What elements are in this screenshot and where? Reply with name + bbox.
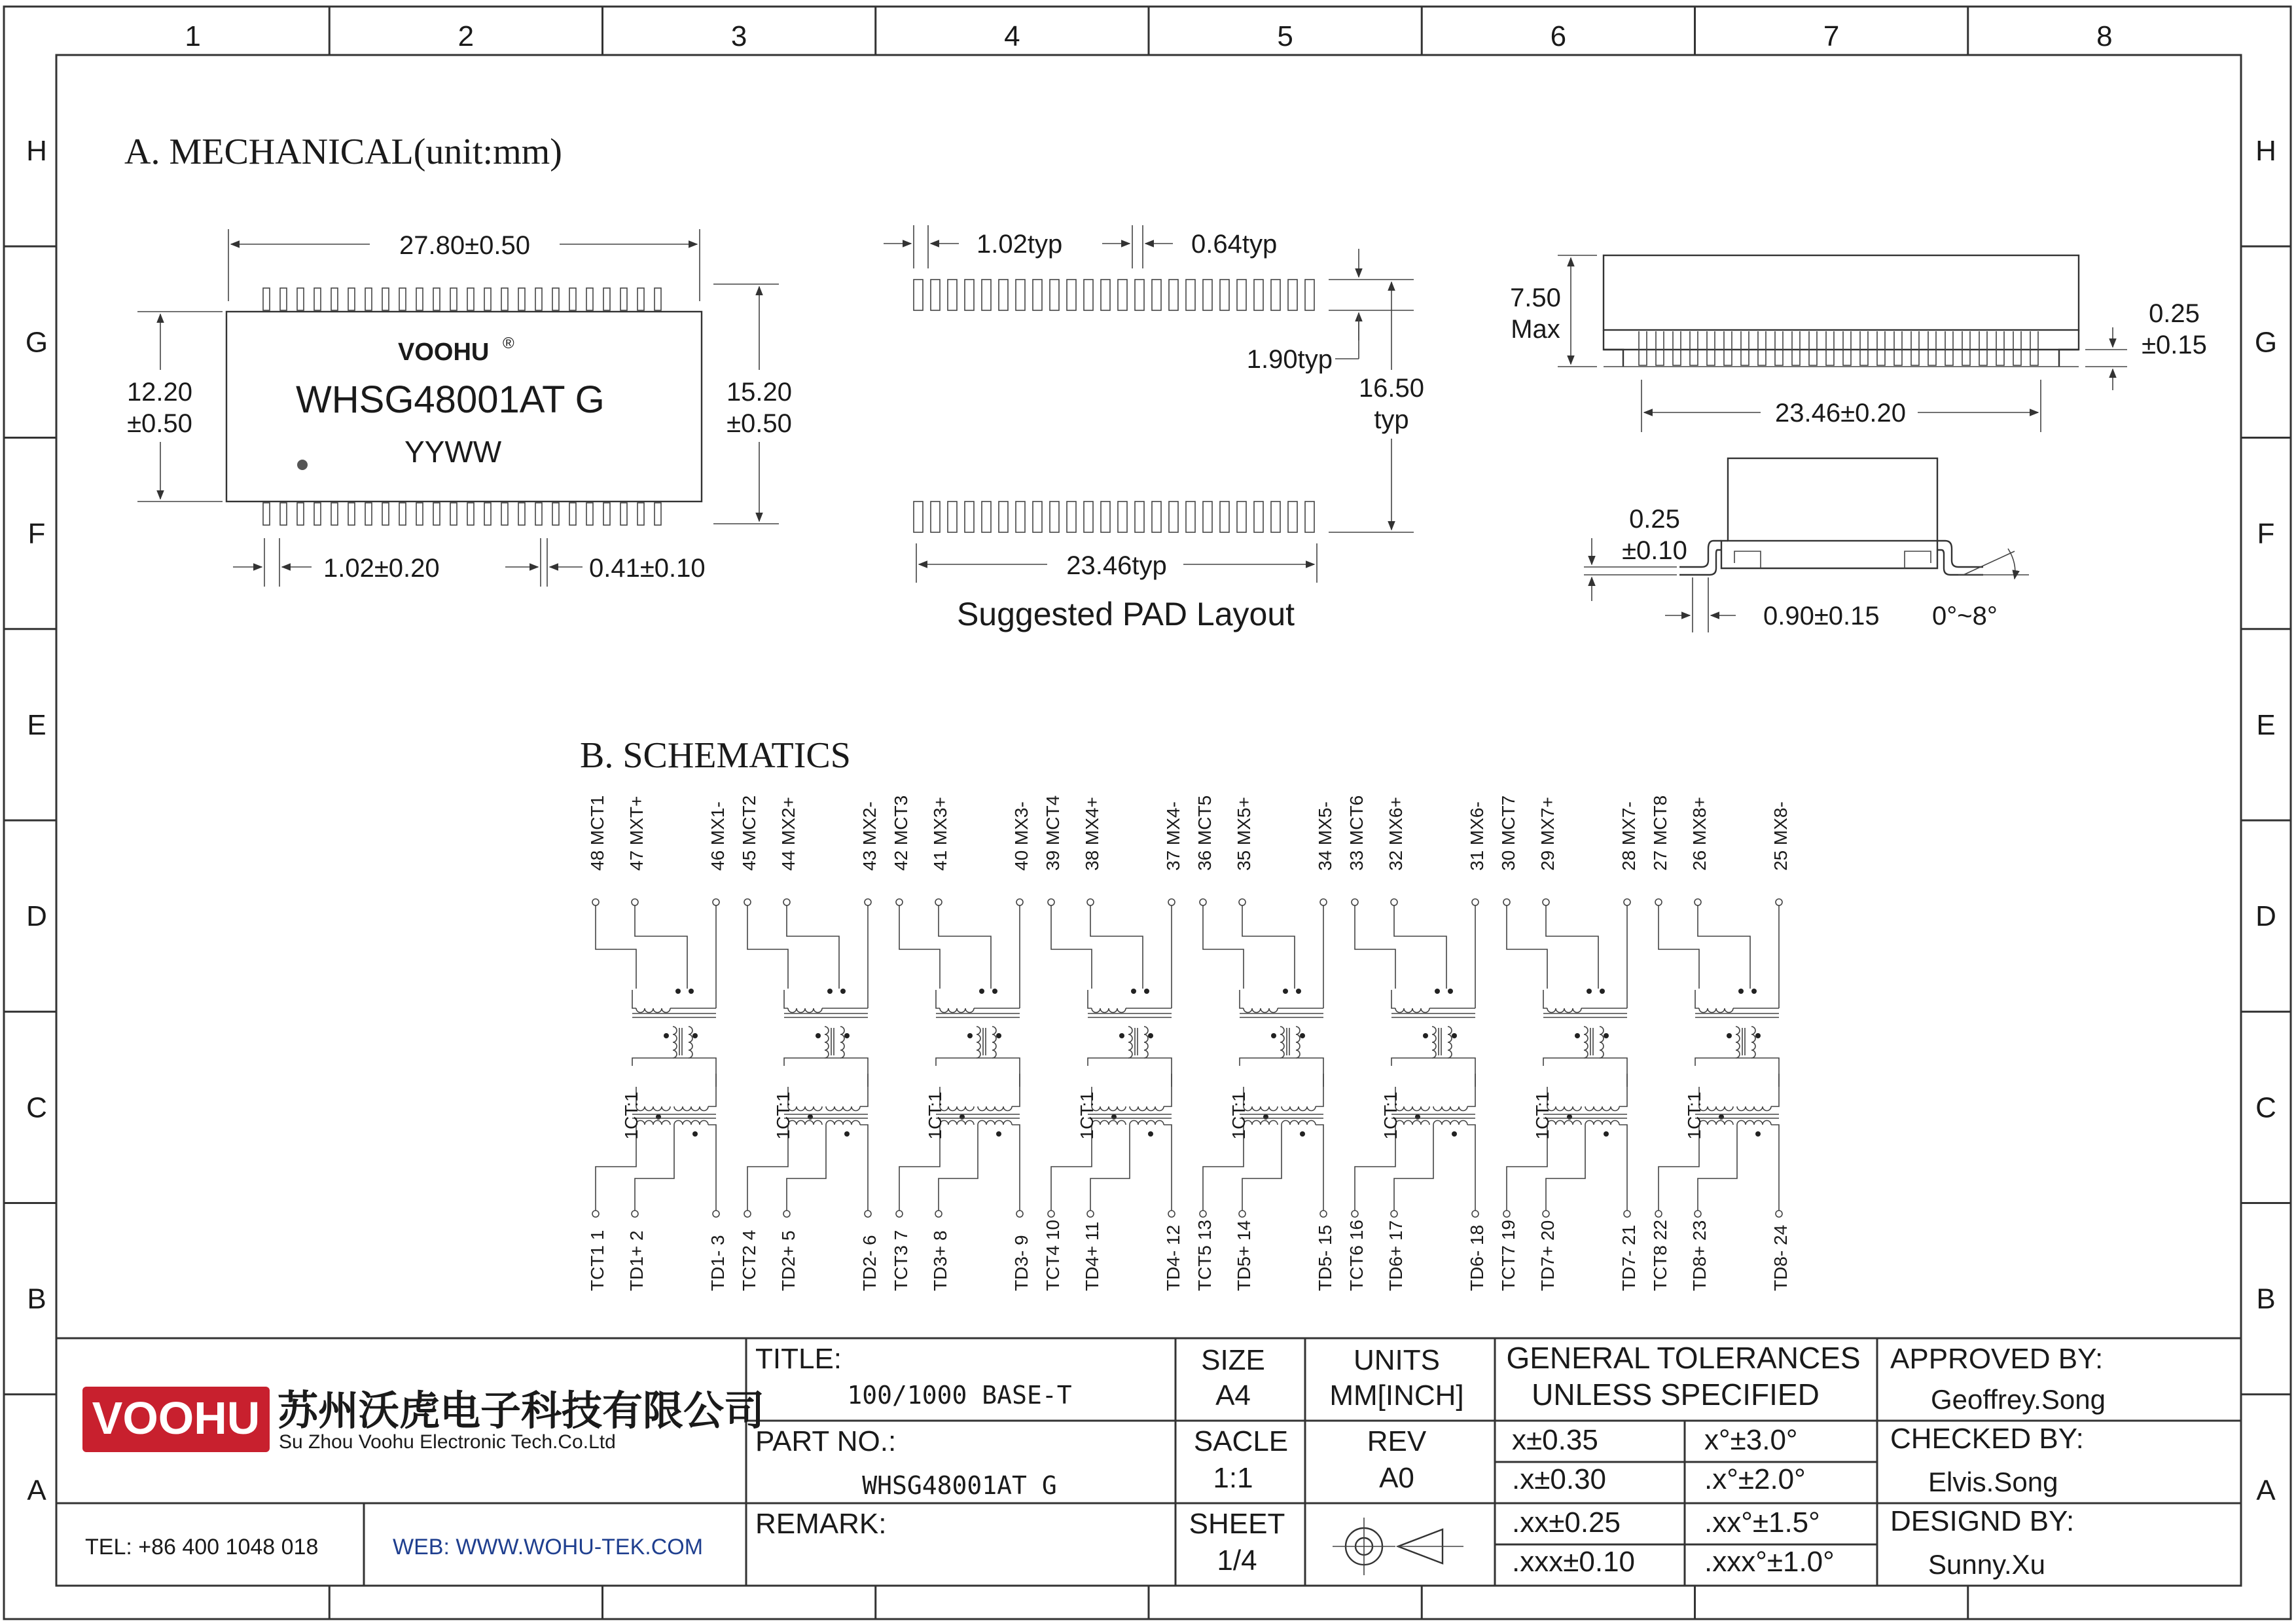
sheet-value: 1/4 xyxy=(1217,1544,1257,1577)
side-lead xyxy=(1877,331,1885,365)
channel-3 xyxy=(891,795,1031,1291)
lead-bottom xyxy=(433,503,440,525)
column-label: 5 xyxy=(1277,20,1293,52)
checked-by-value: Elvis.Song xyxy=(1928,1467,2058,1497)
lead-bottom xyxy=(569,503,576,525)
dim-lead-span: 23.46±0.20 xyxy=(1775,399,1906,428)
company-name-en: Su Zhou Voohu Electronic Tech.Co.Ltd xyxy=(279,1431,616,1453)
side-lead xyxy=(1809,331,1817,365)
drawing-border xyxy=(4,7,2291,1619)
pin-label-bottom: TD8+ 23 xyxy=(1689,1220,1710,1291)
side-lead xyxy=(1673,331,1681,365)
row-label-left: A xyxy=(27,1474,46,1506)
pad-bottom xyxy=(965,501,974,532)
pad-top xyxy=(1186,280,1195,310)
lead-bottom xyxy=(603,503,610,525)
side-lead xyxy=(1741,331,1749,365)
pin-label-bottom: TD6- 18 xyxy=(1467,1224,1487,1291)
ratio-label: 1CT:1 xyxy=(925,1091,945,1140)
dim-row-span-note: typ xyxy=(1374,405,1409,434)
pin-label-bottom: TCT4 10 xyxy=(1043,1220,1063,1291)
pin-label-top: 46 MX1- xyxy=(708,801,728,871)
pin-label-bottom: TCT5 13 xyxy=(1194,1220,1215,1291)
row-label-right: A xyxy=(2256,1474,2276,1506)
pin-label-bottom: TD8- 24 xyxy=(1770,1224,1791,1291)
pad-bottom xyxy=(1305,501,1314,532)
pad-top xyxy=(982,280,991,310)
pad-top xyxy=(1271,280,1280,310)
company-name-cn: 苏州沃虎电子科技有限公司 xyxy=(278,1389,765,1434)
pad-bottom xyxy=(1101,501,1110,532)
company-web: WEB: WWW.WOHU-TEK.COM xyxy=(393,1535,704,1559)
column-label: 4 xyxy=(1004,20,1020,52)
row-label-left: B xyxy=(27,1283,46,1315)
tolerance-linear: .x±0.30 xyxy=(1512,1463,1607,1495)
pin-label-bottom: TD5+ 14 xyxy=(1234,1220,1254,1291)
tolerance-linear: x±0.35 xyxy=(1512,1424,1598,1456)
pad-top xyxy=(1118,280,1127,310)
pin-label-bottom: TD3+ 8 xyxy=(930,1230,950,1291)
pin-label-top: 37 MX4- xyxy=(1163,801,1183,871)
side-lead xyxy=(1724,331,1732,365)
lead-top xyxy=(433,288,440,310)
pin-label-top: 32 MX6+ xyxy=(1386,797,1406,871)
row-label-right: F xyxy=(2257,517,2275,550)
pin-label-top: 38 MX4+ xyxy=(1082,797,1102,871)
lead-bottom xyxy=(297,503,304,525)
end-body-top xyxy=(1728,458,1937,541)
dim-max-height: 7.50 xyxy=(1510,283,1561,312)
ratio-label: 1CT:1 xyxy=(1077,1091,1097,1140)
top-view xyxy=(127,229,792,587)
column-label: 3 xyxy=(730,20,747,52)
pin-label-top: 48 MCT1 xyxy=(587,795,607,871)
pad-top xyxy=(1050,280,1059,310)
lead-top xyxy=(314,288,321,310)
pad-top xyxy=(948,280,957,310)
pin-label-top: 41 MX3+ xyxy=(930,797,950,871)
pad-layout-caption: Suggested PAD Layout xyxy=(956,596,1295,632)
lead-top xyxy=(450,288,457,310)
lead-bottom xyxy=(518,503,525,525)
column-label: 8 xyxy=(2096,20,2113,52)
pad-top xyxy=(1305,280,1314,310)
channel-1 xyxy=(587,795,728,1291)
schematics-heading: B. SCHEMATICS xyxy=(580,735,851,776)
lead-top xyxy=(297,288,304,310)
dim-max-height-note: Max xyxy=(1511,315,1560,344)
tolerance-angular: x°±3.0° xyxy=(1704,1424,1798,1456)
tolerance-linear: .xxx±0.10 xyxy=(1512,1546,1636,1578)
lead-top xyxy=(535,288,542,310)
side-view-pins xyxy=(1639,331,2038,365)
lead-top xyxy=(655,288,661,310)
side-lead xyxy=(1962,331,1970,365)
approved-by-label: APPROVED BY: xyxy=(1890,1343,2104,1375)
pad-bottom xyxy=(1016,501,1025,532)
lead-top xyxy=(586,288,593,310)
side-lead xyxy=(1843,331,1851,365)
side-lead xyxy=(1945,331,1953,365)
lead-bottom xyxy=(552,503,559,525)
pad-bottom xyxy=(1186,501,1195,532)
channel-5 xyxy=(1194,795,1335,1291)
ratio-label: 1CT:1 xyxy=(1380,1091,1401,1140)
pin-label-bottom: TD7- 21 xyxy=(1619,1224,1639,1291)
lead-top xyxy=(603,288,610,310)
units-label: UNITS xyxy=(1354,1344,1440,1376)
dim-overall-width-tol: ±0.50 xyxy=(726,409,792,438)
lead-bottom xyxy=(382,503,389,525)
ratio-label: 1CT:1 xyxy=(773,1091,793,1140)
size-value: A4 xyxy=(1215,1379,1251,1412)
lead-top xyxy=(552,288,559,310)
lead-top xyxy=(399,288,406,310)
row-label-right: B xyxy=(2256,1283,2276,1315)
side-lead xyxy=(1996,331,2004,365)
pad-bottom xyxy=(1050,501,1059,532)
pad-top xyxy=(1203,280,1212,310)
part-marking: WHSG48001AT G xyxy=(296,378,605,421)
rev-label: REV xyxy=(1367,1425,1427,1457)
pad-bottom xyxy=(914,501,923,532)
designed-by-value: Sunny.Xu xyxy=(1928,1549,2046,1580)
dim-body-width-tol: ±0.50 xyxy=(127,409,192,438)
dim-lead-width: 0.41±0.10 xyxy=(589,554,706,583)
pin-label-bottom: TD4- 12 xyxy=(1163,1224,1183,1291)
designed-by-label: DESIGND BY: xyxy=(1890,1505,2075,1537)
pin-label-top: 33 MCT6 xyxy=(1346,795,1367,871)
lead-bottom xyxy=(586,503,593,525)
pad-bottom xyxy=(1152,501,1161,532)
third-angle-projection-icon xyxy=(1333,1518,1463,1575)
pin-label-bottom: TD2+ 5 xyxy=(778,1230,798,1291)
pad-bottom xyxy=(1067,501,1076,532)
side-lead xyxy=(1979,331,1987,365)
pin-label-top: 29 MX7+ xyxy=(1537,797,1558,871)
lead-bottom xyxy=(655,503,661,525)
pad-top xyxy=(1169,280,1178,310)
side-body xyxy=(1604,255,2079,330)
lead-bottom xyxy=(331,503,338,525)
pin-label-bottom: TD6+ 17 xyxy=(1386,1220,1406,1291)
channel-4 xyxy=(1043,795,1183,1291)
pad-top xyxy=(1288,280,1297,310)
pad-top xyxy=(1033,280,1042,310)
channel-7 xyxy=(1498,795,1639,1291)
row-label-right: G xyxy=(2254,326,2278,359)
pad-bottom xyxy=(1203,501,1212,532)
pin-label-bottom: TCT6 16 xyxy=(1346,1220,1367,1291)
pad-layout xyxy=(884,225,1424,632)
tolerance-angular: .xxx°±1.0° xyxy=(1704,1546,1835,1578)
lead-bottom xyxy=(365,503,372,525)
pin-label-top: 30 MCT7 xyxy=(1498,795,1518,871)
company-tel: TEL: +86 400 1048 018 xyxy=(85,1535,319,1559)
tolerance-table xyxy=(1512,1424,1835,1578)
row-label-right: C xyxy=(2255,1091,2276,1124)
checked-by-label: CHECKED BY: xyxy=(1890,1423,2084,1455)
title-value: 100/1000 BASE-T xyxy=(847,1381,1072,1410)
date-code-marking: YYWW xyxy=(404,435,502,469)
side-lead xyxy=(1690,331,1698,365)
approved-by-value: Geoffrey.Song xyxy=(1931,1384,2106,1415)
dim-pad-pitch: 1.02typ xyxy=(977,230,1063,259)
column-label: 2 xyxy=(457,20,475,52)
pin1-dot xyxy=(297,460,308,470)
side-lead xyxy=(2013,331,2021,365)
dim-lead-thickness-tol: ±0.10 xyxy=(1622,536,1687,565)
pin-label-top: 31 MX6- xyxy=(1467,801,1487,871)
pad-bottom xyxy=(1118,501,1127,532)
pad-top xyxy=(914,280,923,310)
row-label-right: E xyxy=(2256,708,2276,741)
pad-rows xyxy=(914,280,1314,532)
lead-bottom xyxy=(348,503,355,525)
lead-bottom xyxy=(263,503,270,525)
lead-top xyxy=(484,288,491,310)
column-label: 7 xyxy=(1823,20,1840,52)
lead-bottom xyxy=(467,503,474,525)
pin-label-bottom: TCT7 19 xyxy=(1498,1220,1518,1291)
column-label: 6 xyxy=(1550,20,1567,52)
side-lead xyxy=(1928,331,1936,365)
ratio-label: 1CT:1 xyxy=(1684,1091,1704,1140)
dim-row-span: 16.50 xyxy=(1358,374,1425,403)
pad-bottom xyxy=(982,501,991,532)
lead-bottom xyxy=(501,503,508,525)
pin-label-top: 42 MCT3 xyxy=(891,795,911,871)
dim-foot-length: 0.90±0.15 xyxy=(1763,602,1880,630)
dim-overall-width: 15.20 xyxy=(726,378,793,407)
lead-bottom xyxy=(637,503,644,525)
side-lead xyxy=(1656,331,1664,365)
pin-label-top: 40 MX3- xyxy=(1011,801,1031,871)
pad-bottom xyxy=(999,501,1008,532)
channel-8 xyxy=(1650,795,1791,1291)
pin-label-bottom: TD7+ 20 xyxy=(1537,1220,1558,1291)
pin-label-bottom: TD1+ 2 xyxy=(626,1230,647,1291)
dim-pin-pitch: 1.02±0.20 xyxy=(323,554,440,583)
lead-top xyxy=(518,288,525,310)
sheet-label: SHEET xyxy=(1189,1508,1285,1540)
pin-label-top: 39 MCT4 xyxy=(1043,795,1063,871)
title-block xyxy=(56,1338,2241,1586)
pad-top xyxy=(1135,280,1144,310)
lead-bottom xyxy=(399,503,406,525)
pad-top xyxy=(1237,280,1246,310)
pad-bottom xyxy=(1169,501,1178,532)
dim-foot-angle: 0°~8° xyxy=(1932,602,1998,630)
side-lead xyxy=(1894,331,1902,365)
side-lead xyxy=(1758,331,1766,365)
pad-top xyxy=(1084,280,1093,310)
dim-pad-length: 1.90typ xyxy=(1246,345,1333,374)
lead-top xyxy=(365,288,372,310)
lead-top xyxy=(382,288,389,310)
row-label-left: D xyxy=(26,900,47,933)
side-lead xyxy=(1860,331,1868,365)
row-label-left: E xyxy=(27,708,46,741)
dim-standoff-tol: ±0.15 xyxy=(2142,331,2207,359)
dim-pad-width: 0.64typ xyxy=(1191,230,1278,259)
channel-2 xyxy=(739,795,880,1291)
scale-value: 1:1 xyxy=(1213,1462,1253,1494)
lead-bottom xyxy=(535,503,542,525)
pad-top xyxy=(1152,280,1161,310)
pad-bottom xyxy=(1271,501,1280,532)
pin-label-bottom: TD1- 3 xyxy=(708,1235,728,1291)
side-lead xyxy=(1707,331,1715,365)
title-label: TITLE: xyxy=(755,1343,842,1375)
side-lead xyxy=(1911,331,1919,365)
pad-bottom xyxy=(931,501,940,532)
pad-bottom xyxy=(1135,501,1144,532)
pin-label-bottom: TD4+ 11 xyxy=(1082,1221,1102,1291)
row-zone-labels xyxy=(26,135,2277,1506)
part-no-value: WHSG48001AT G xyxy=(862,1471,1057,1500)
pin-label-bottom: TCT1 1 xyxy=(587,1230,607,1291)
pad-bottom xyxy=(1084,501,1093,532)
tolerance-angular: .xx°±1.5° xyxy=(1704,1506,1820,1539)
pad-top xyxy=(1254,280,1263,310)
lead-top xyxy=(348,288,355,310)
row-label-right: H xyxy=(2255,135,2276,168)
lead-bottom xyxy=(314,503,321,525)
scale-label: SACLE xyxy=(1193,1425,1289,1457)
pin-label-bottom: TCT8 22 xyxy=(1650,1220,1670,1291)
dim-lead-thickness: 0.25 xyxy=(1629,505,1680,534)
side-lead xyxy=(1792,331,1800,365)
lead-top xyxy=(263,288,270,310)
row-label-left: G xyxy=(25,326,48,359)
tolerance-heading-2: UNLESS SPECIFIED xyxy=(1532,1377,1820,1412)
lead-top xyxy=(501,288,508,310)
pin-label-top: 45 MCT2 xyxy=(739,795,759,871)
row-label-left: C xyxy=(26,1091,47,1124)
pin-label-top: 28 MX7- xyxy=(1619,801,1639,871)
pin-label-top: 43 MX2- xyxy=(859,801,880,871)
ratio-label: 1CT:1 xyxy=(1532,1091,1552,1140)
pin-label-bottom: TD5- 15 xyxy=(1315,1224,1335,1291)
units-value: MM[INCH] xyxy=(1329,1379,1464,1412)
ratio-label: 1CT:1 xyxy=(1229,1091,1249,1140)
pad-top xyxy=(1220,280,1229,310)
side-lead xyxy=(1775,331,1783,365)
lead-bottom xyxy=(416,503,423,525)
part-no-label: PART NO.: xyxy=(755,1425,897,1457)
lead-top xyxy=(569,288,576,310)
lead-bottom xyxy=(280,503,287,525)
column-label: 1 xyxy=(185,20,201,52)
lead-bottom xyxy=(484,503,491,525)
side-lead xyxy=(1639,331,1647,365)
registered-mark: ® xyxy=(503,335,514,352)
logo-text: VOOHU xyxy=(92,1393,260,1444)
rev-value: A0 xyxy=(1379,1462,1414,1494)
lead-bottom xyxy=(620,503,627,525)
pin-label-top: 26 MX8+ xyxy=(1689,797,1710,871)
pin-label-bottom: TCT2 4 xyxy=(739,1230,759,1291)
side-view xyxy=(1510,255,2207,432)
pad-bottom xyxy=(1254,501,1263,532)
side-lead xyxy=(1826,331,1834,365)
pin-label-bottom: TCT3 7 xyxy=(891,1230,911,1291)
pin-label-top: 35 MX5+ xyxy=(1234,797,1254,871)
pin-label-top: 47 MXT+ xyxy=(626,795,647,871)
tolerance-linear: .xx±0.25 xyxy=(1512,1506,1621,1539)
pad-top xyxy=(965,280,974,310)
lead-top xyxy=(416,288,423,310)
lead-top xyxy=(467,288,474,310)
pad-bottom xyxy=(1288,501,1297,532)
pin-label-top: 25 MX8- xyxy=(1770,801,1791,871)
dim-body-width: 12.20 xyxy=(126,378,193,407)
pin-label-bottom: TD2- 6 xyxy=(859,1235,880,1291)
brand-marking: VOOHU xyxy=(398,338,490,366)
ratio-label: 1CT:1 xyxy=(621,1091,641,1140)
pad-top xyxy=(931,280,940,310)
tolerance-heading-1: GENERAL TOLERANCES xyxy=(1506,1341,1861,1375)
row-label-left: F xyxy=(27,517,46,550)
pad-top xyxy=(1067,280,1076,310)
size-label: SIZE xyxy=(1201,1344,1265,1376)
pad-top xyxy=(999,280,1008,310)
pin-label-top: 36 MCT5 xyxy=(1194,795,1215,871)
pad-top xyxy=(1101,280,1110,310)
pin-label-top: 34 MX5- xyxy=(1315,801,1335,871)
dim-body-length: 27.80±0.50 xyxy=(399,231,530,260)
dim-standoff: 0.25 xyxy=(2149,299,2200,328)
dim-pad-total-length: 23.46typ xyxy=(1066,551,1167,580)
mechanical-heading: A. MECHANICAL(unit:mm) xyxy=(124,132,562,172)
pad-bottom xyxy=(1033,501,1042,532)
schematic-channels xyxy=(587,795,1791,1291)
side-lead xyxy=(2030,331,2038,365)
tolerance-angular: .x°±2.0° xyxy=(1704,1463,1806,1495)
lead-top xyxy=(637,288,644,310)
pad-bottom xyxy=(1237,501,1246,532)
pin-label-top: 27 MCT8 xyxy=(1650,795,1670,871)
lead-top xyxy=(331,288,338,310)
pad-bottom xyxy=(948,501,957,532)
pad-top xyxy=(1016,280,1025,310)
lead-top xyxy=(620,288,627,310)
end-view xyxy=(1584,458,2029,632)
lead-bottom xyxy=(450,503,457,525)
pin-label-top: 44 MX2+ xyxy=(778,797,798,871)
channel-6 xyxy=(1346,795,1487,1291)
row-label-right: D xyxy=(2255,900,2276,933)
pin-label-bottom: TD3- 9 xyxy=(1011,1235,1031,1291)
pad-bottom xyxy=(1220,501,1229,532)
lead-top xyxy=(280,288,287,310)
row-label-left: H xyxy=(26,135,47,168)
remark-label: REMARK: xyxy=(755,1508,887,1540)
